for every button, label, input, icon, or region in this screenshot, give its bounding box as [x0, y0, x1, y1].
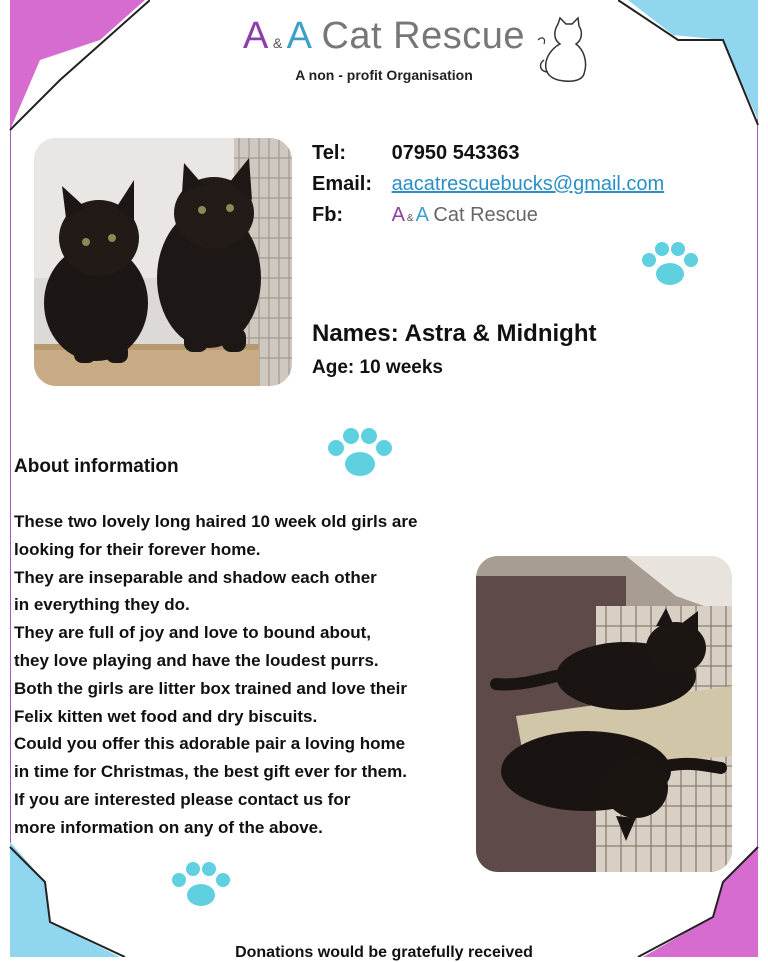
about-title: About information: [14, 456, 179, 477]
footer-donations-text: Donations would be gratefully received: [235, 944, 533, 961]
about-line: in everything they do.: [14, 595, 190, 615]
fb-name: Cat Rescue: [433, 204, 538, 226]
fb-label: Fb:: [312, 204, 344, 226]
about-text: [14, 508, 454, 842]
logo-letter-a2: A: [286, 15, 311, 57]
logo-subtitle: A non - profit Organisation: [295, 67, 473, 83]
paw-print-icon: [170, 860, 232, 910]
email-link[interactable]: aacatrescuebucks@gmail.com: [391, 173, 665, 195]
tel-label: Tel:: [312, 142, 347, 164]
cat-age: Age: 10 weeks: [312, 357, 443, 378]
contact-email-row: [312, 169, 664, 200]
kittens-photo-2: [476, 556, 732, 872]
fb-letter-a2: A: [415, 204, 428, 226]
about-line: Both the girls are litter box trained and love their: [14, 678, 407, 698]
cat-names: Names: Astra & Midnight: [312, 320, 597, 347]
fb-ampersand: &: [406, 213, 414, 224]
email-label: Email:: [312, 173, 373, 195]
paw-print-icon: [326, 426, 394, 480]
about-line: If you are interested please contact us for: [14, 789, 351, 809]
about-line: Felix kitten wet food and dry biscuits.: [14, 706, 318, 726]
tel-value: 07950 543363: [391, 142, 520, 164]
about-line: These two lovely long haired 10 week old girls are: [14, 512, 418, 531]
about-line: more information on any of the above.: [14, 817, 323, 837]
about-line: in time for Christmas, the best gift ever for them.: [14, 762, 407, 782]
logo: [0, 14, 768, 83]
logo-name: Cat Rescue: [321, 15, 526, 57]
corner-decoration-bottom-left: [0, 842, 150, 957]
contact-tel-row: [312, 138, 664, 169]
paw-print-icon: [640, 240, 700, 288]
contact-details: [312, 138, 664, 231]
about-line: looking for their forever home.: [14, 539, 261, 559]
about-line: they love playing and have the loudest purrs.: [14, 650, 379, 670]
kittens-photo-1: [34, 138, 292, 386]
cat-outline-icon: [536, 16, 592, 84]
fb-value: [392, 204, 538, 226]
about-line: Could you offer this adorable pair a loving home: [14, 734, 406, 754]
about-line: They are full of joy and love to bound about,: [14, 623, 372, 643]
logo-ampersand: &: [272, 35, 283, 51]
logo-letter-a1: A: [242, 15, 269, 57]
fb-letter-a1: A: [391, 204, 405, 226]
logo-title: [0, 14, 768, 65]
about-line: They are inseparable and shadow each other: [14, 567, 377, 587]
contact-fb-row: [312, 200, 664, 231]
